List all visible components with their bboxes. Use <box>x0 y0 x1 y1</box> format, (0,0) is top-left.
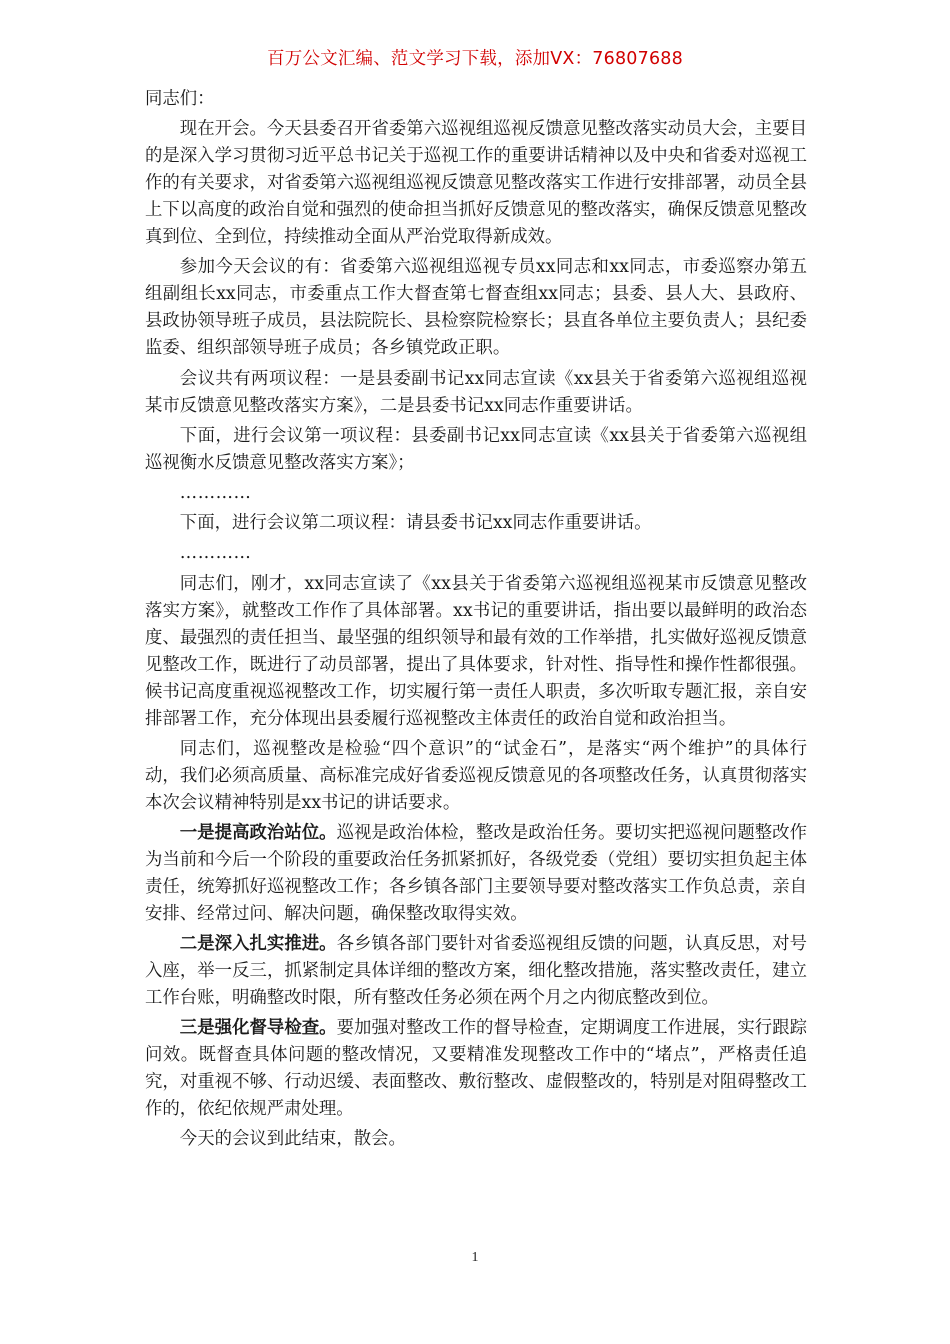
paragraph-agenda-item-2: 下面，进行会议第二项议程：请县委书记xx同志作重要讲话。 <box>179 513 652 534</box>
document-body <box>145 86 807 1157</box>
ellipsis-2: ………… <box>179 543 252 564</box>
point-3-title: 三是强化督导检查。 <box>179 1018 337 1039</box>
header-banner: 百万公文汇编、范文学习下载，添加VX：76807688 <box>267 49 683 69</box>
paragraph-agenda-item-1: 下面，进行会议第一项议程：县委副书记xx同志宣读《xx县关于省委第六巡视组巡视衡水反馈意见整改落实方案》； <box>145 425 807 473</box>
point-1-text: 巡视是政治体检，整改是政治任务。要切实把巡视问题整改作为当前和今后一个阶段的重要政治任务抓紧抓好，各级党委（党组）要切实担负起主体责任，统筹抓好巡视整改工作；各乡镇各部门主要领导要对整改落实工作负总责，亲自安排、经常过问、解决问题，确保整改取得实效。 <box>145 822 807 924</box>
salutation: 同志们： <box>145 89 215 109</box>
paragraph-attendees: 参加今天会议的有：省委第六巡视组巡视专员xx同志和xx同志，市委巡察办第五组副组长xx同志，市委重点工作大督查第七督查组xx同志；县委、县人大、县政府、县政协领导班子成员，县法院院长、县检察院检察长；县直各单位主要负责人；县纪委监委、组织部领导班子成员；各乡镇党政正职。 <box>145 257 807 359</box>
point-3 <box>145 1015 807 1123</box>
paragraph-closing: 今天的会议到此结束，散会。 <box>179 1129 406 1150</box>
paragraph-summary: 同志们，刚才，xx同志宣读了《xx县关于省委第六巡视组巡视某市反馈意见整改落实方案》，就整改工作作了具体部署。xx书记的重要讲话，指出要以最鲜明的政治态度、最强烈的责任担当、最坚强的组织领导和最有效的工作举措，扎实做好巡视反馈意见整改工作，既进行了动员部署，提出了具体要求，针对性、指导性和操作性都很强。候书记高度重视巡视整改工作，切实履行第一责任人职责，多次听取专题汇报，亲自安排部署工作，充分体现出县委履行巡视整改主体责任的政治自觉和政治担当。 <box>145 573 807 729</box>
page-number: 1 <box>471 1250 479 1265</box>
point-2 <box>145 931 807 1012</box>
point-3-text: 要加强对整改工作的督导检查，定期调度工作进展，实行跟踪问效。既督查具体问题的整改情况，又要精准发现整改工作中的“堵点”，严格责任追究，对重视不够、行动迟缓、表面整改、敷衍整改、虚假整改的，特别是对阻碍整改工作的，依纪依规严肃处理。 <box>145 1018 807 1120</box>
point-2-title: 二是深入扎实推进。 <box>179 934 337 955</box>
point-2-text: 各乡镇各部门要针对省委巡视组反馈的问题，认真反思，对号入座，举一反三，抓紧制定具体详细的整改方案，细化整改措施，落实整改责任，建立工作台账，明确整改时限，所有整改任务必须在两个月之内彻底整改到位。 <box>145 934 807 1009</box>
ellipsis-1: ………… <box>179 482 252 503</box>
paragraph-agenda: 会议共有两项议程：一是县委副书记xx同志宣读《xx县关于省委第六巡视组巡视某市反馈意见整改落实方案》，二是县委书记xx同志作重要讲话。 <box>145 368 807 416</box>
point-1-title: 一是提高政治站位。 <box>179 822 337 843</box>
paragraph-requirements: 同志们，巡视整改是检验“四个意识”的“试金石”，是落实“两个维护”的具体行动，我们必须高质量、高标准完成好省委巡视反馈意见的各项整改任务，认真贯彻落实本次会议精神特别是xx书记的讲话要求。 <box>145 738 807 813</box>
paragraph-opening: 现在开会。今天县委召开省委第六巡视组巡视反馈意见整改落实动员大会，主要目的是深入学习贯彻习近平总书记关于巡视工作的重要讲话精神以及中央和省委对巡视工作的有关要求，对省委第六巡视组巡视反馈意见整改落实工作进行安排部署，动员全县上下以高度的政治自觉和强烈的使命担当抓好反馈意见的整改落实，确保反馈意见整改真到位、全到位，持续推动全面从严治党取得新成效。 <box>145 119 807 248</box>
point-1 <box>145 820 807 928</box>
